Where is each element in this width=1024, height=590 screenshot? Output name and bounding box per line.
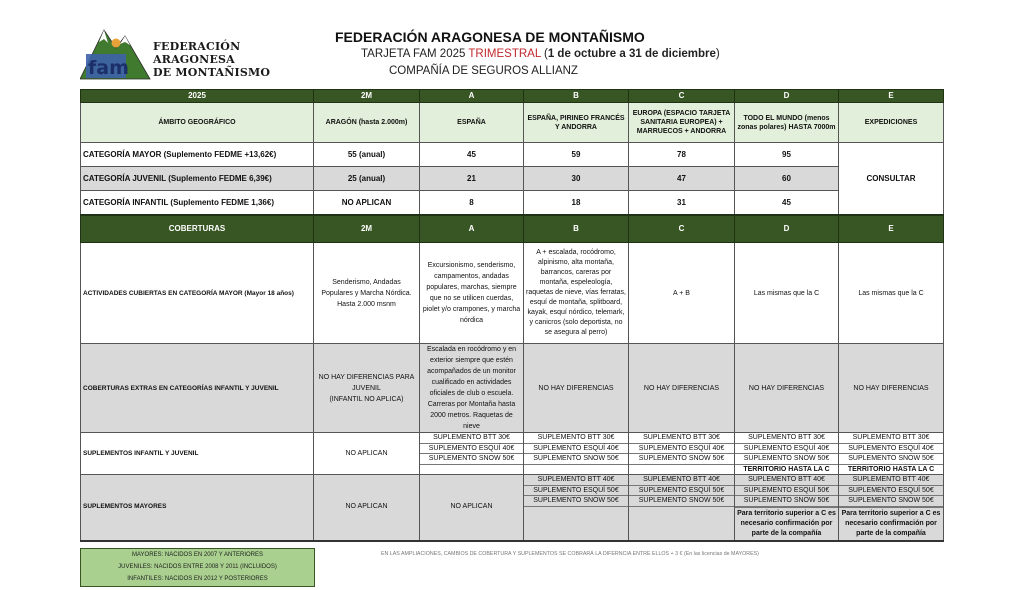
subtitle-highlight: TRIMESTRAL	[468, 48, 541, 60]
coberturas-header-a: A	[420, 215, 524, 243]
coberturas-header-c: C	[629, 215, 735, 243]
supplement-snow: SUPLEMENTO SNOW 50€	[839, 496, 943, 507]
actividades-b: A + escalada, rocódromo, alpinismo, alta montaña, barrancos, careras por montaña, espeleología, raquetas de nieve, vías ferratas, esquí de montaña, splitboard, kayak, esquí nórdico, telemark, y canicros (solo deportista, no se asegura al perro)	[524, 243, 629, 344]
extras-2m-line1: NO HAY DIFERENCIAS PARA JUVENIL	[318, 373, 415, 392]
supplement-snow: SUPLEMENTO SNOW 50€	[524, 496, 628, 507]
price-cell: 60	[735, 167, 839, 191]
table-row	[81, 143, 944, 167]
header-e: E	[839, 90, 944, 103]
pricing-table	[80, 89, 944, 542]
supplement-snow: SUPLEMENTO SNOW 50€	[524, 454, 628, 465]
legend-infantiles: INFANTILES: NACIDOS EN 2012 Y POSTERIORES	[127, 576, 268, 582]
price-cell: 21	[420, 167, 524, 191]
supplement-btt: SUPLEMENTO BTT 30€	[735, 433, 838, 444]
supplement-esqui: SUPLEMENTO ESQUÍ 50€	[524, 486, 628, 497]
extras-2m	[314, 344, 420, 433]
ambito-b: ESPAÑA, PIRINEO FRANCÉS Y ANDORRA	[524, 103, 629, 143]
supplement-btt: SUPLEMENTO BTT 40€	[524, 475, 628, 486]
logo-line-2: ARAGONESA	[153, 53, 235, 66]
price-cell: 47	[629, 167, 735, 191]
supplement-btt: SUPLEMENTO BTT 30€	[524, 433, 628, 444]
extras-e: NO HAY DIFERENCIAS	[839, 344, 944, 433]
actividades-2m: Senderismo, Andadas Populares y Marcha Nórdica. Hasta 2.000 msnm	[314, 243, 420, 344]
suplementos-mayores-row	[81, 475, 944, 541]
price-cell: 30	[524, 167, 629, 191]
supplement-esqui: SUPLEMENTO ESQUÍ 50€	[629, 486, 734, 497]
suplementos-mayores-a: NO APLICAN	[420, 475, 524, 541]
subtitle-paren-close: )	[715, 48, 720, 60]
extras-label: COBERTURAS EXTRAS EN CATEGORÍAS INFANTIL Y JUVENIL	[81, 344, 314, 433]
suplementos-ij-label: SUPLEMENTOS INFANTIL Y JUVENIL	[81, 433, 314, 475]
price-cell: 45	[420, 143, 524, 167]
price-cell: 18	[524, 191, 629, 216]
ambito-label: ÁMBITO GEOGRÁFICO	[81, 103, 314, 143]
header-year: 2025	[81, 90, 314, 103]
suplementos-mayores-2m: NO APLICAN	[314, 475, 420, 541]
supplement-snow: SUPLEMENTO SNOW 50€	[735, 496, 838, 507]
actividades-a: Excursionismo, senderismo, campamentos, andadas populares, marchas, siempre que no se utilicen cuerdas, piolet y/o crampones, y marcha nórdica	[420, 243, 524, 344]
extras-c: NO HAY DIFERENCIAS	[629, 344, 735, 433]
category-mayor-label: CATEGORÍA MAYOR (Suplemento FEDME +13,62€)	[81, 143, 314, 167]
table-row	[81, 167, 944, 191]
header-2m: 2M	[314, 90, 420, 103]
extras-b: NO HAY DIFERENCIAS	[524, 344, 629, 433]
supplement-esqui: SUPLEMENTO ESQUÍ 40€	[524, 444, 628, 455]
actividades-label: ACTIVIDADES CUBIERTAS EN CATEGORÍA MAYOR (Mayor 18 años)	[81, 243, 314, 344]
actividades-e: Las mismas que la C	[839, 243, 944, 344]
supplement-esqui: SUPLEMENTO ESQUÍ 40€	[735, 444, 838, 455]
insurance-company: COMPAÑÍA DE SEGUROS ALLIANZ	[389, 65, 578, 77]
price-cell: 8	[420, 191, 524, 216]
coberturas-header-e: E	[839, 215, 944, 243]
suplementos-ij-2m: NO APLICAN	[314, 433, 420, 475]
coberturas-header-d: D	[735, 215, 839, 243]
suplementos-mayores-c	[629, 475, 735, 541]
ambito-d: TODO EL MUNDO (menos zonas polares) HASTA 7000m	[735, 103, 839, 143]
category-juvenil-label: CATEGORÍA JUVENIL (Suplemento FEDME 6,39€)	[81, 167, 314, 191]
suplementos-mayores-e	[839, 475, 944, 541]
price-cell: 59	[524, 143, 629, 167]
coberturas-header: COBERTURAS	[81, 215, 314, 243]
price-cell: 55 (anual)	[314, 143, 420, 167]
price-cell: 78	[629, 143, 735, 167]
supplement-btt: SUPLEMENTO BTT 30€	[839, 433, 943, 444]
logo-line-3: DE MONTAÑISMO	[153, 66, 271, 79]
price-cell: 31	[629, 191, 735, 216]
supplement-esqui: SUPLEMENTO ESQUÍ 50€	[735, 486, 838, 497]
expediciones-consultar: CONSULTAR	[839, 143, 944, 216]
price-cell: 25 (anual)	[314, 167, 420, 191]
suplementos-ij-c	[629, 433, 735, 475]
supplement-snow: SUPLEMENTO SNOW 50€	[629, 496, 734, 507]
actividades-c: A + B	[629, 243, 735, 344]
suplementos-ij-d	[735, 433, 839, 475]
supplement-snow: SUPLEMENTO SNOW 50€	[629, 454, 734, 465]
actividades-row	[81, 243, 944, 344]
fam-logo	[80, 22, 280, 82]
supplement-snow: SUPLEMENTO SNOW 50€	[420, 454, 523, 465]
supplement-btt: SUPLEMENTO BTT 30€	[629, 433, 734, 444]
ambito-2m: ARAGÓN (hasta 2.000m)	[314, 103, 420, 143]
age-legend	[80, 548, 315, 587]
supplement-esqui: SUPLEMENTO ESQUÍ 40€	[420, 444, 523, 455]
logo-line-1: FEDERACIÓN	[153, 40, 241, 53]
territorio-hasta-c: TERRITORIO HASTA LA C	[847, 465, 935, 473]
subtitle-paren-open: (	[540, 48, 548, 60]
actividades-d: Las mismas que la C	[735, 243, 839, 344]
ambito-e: EXPEDICIONES	[839, 103, 944, 143]
coberturas-header-row	[81, 215, 944, 243]
supplement-btt: SUPLEMENTO BTT 40€	[839, 475, 943, 486]
svg-text:fam: fam	[88, 57, 129, 79]
page-subtitle	[361, 48, 720, 60]
coberturas-extras-row	[81, 344, 944, 433]
header-c: C	[629, 90, 735, 103]
page-title: FEDERACIÓN ARAGONESA DE MONTAÑISMO	[335, 29, 645, 45]
coberturas-header-2m: 2M	[314, 215, 420, 243]
price-cell: 95	[735, 143, 839, 167]
supplement-btt: SUPLEMENTO BTT 30€	[420, 433, 523, 444]
year-header-row	[81, 90, 944, 103]
coberturas-header-b: B	[524, 215, 629, 243]
price-cell: NO APLICAN	[314, 191, 420, 216]
subtitle-prefix: TARJETA FAM 2025	[361, 48, 469, 60]
suplementos-mayores-b	[524, 475, 629, 541]
extras-2m-line2: (INFANTIL NO APLICA)	[329, 395, 404, 403]
supplement-esqui: SUPLEMENTO ESQUÍ 40€	[839, 444, 943, 455]
footnote: EN LAS AMPLIACIONES, CAMBIOS DE COBERTURA Y SUPLEMENTOS SE COBRARÁ LA DIFERNCIA ENTRE ELLOS + 3 € (En las licencias de MAYORES)	[381, 551, 759, 557]
supplement-esqui: SUPLEMENTO ESQUÍ 40€	[629, 444, 734, 455]
header-d: D	[735, 90, 839, 103]
supplement-snow: SUPLEMENTO SNOW 50€	[839, 454, 943, 465]
suplementos-ij-row	[81, 433, 944, 475]
ambito-c: EUROPA (ESPACIO TARJETA SANITARIA EUROPEA) + MARRUECOS + ANDORRA	[629, 103, 735, 143]
header-b: B	[524, 90, 629, 103]
legend-mayores: MAYORES: NACIDOS EN 2007 Y ANTERIORES	[131, 552, 264, 558]
suplementos-ij-b	[524, 433, 629, 475]
suplementos-mayores-label: SUPLEMENTOS MAYORES	[81, 475, 314, 541]
supplement-esqui: SUPLEMENTO ESQUÍ 50€	[839, 486, 943, 497]
subtitle-period: 1 de octubre a 31 de diciembre	[547, 48, 716, 60]
supplement-btt: SUPLEMENTO BTT 40€	[629, 475, 734, 486]
confirmation-note: Para territorio superior a C es necesario confirmación por parte de la compañía	[839, 507, 943, 540]
table-row	[81, 191, 944, 216]
mountain-logo-icon	[80, 22, 152, 80]
category-infantil-label: CATEGORÍA INFANTIL (Suplemento FEDME 1,36€)	[81, 191, 314, 216]
confirmation-note: Para territorio superior a C es necesario confirmación por parte de la compañía	[735, 507, 838, 540]
supplement-snow: SUPLEMENTO SNOW 50€	[735, 454, 838, 465]
ambito-a: ESPAÑA	[420, 103, 524, 143]
legend-juveniles: JUVENILES: NACIDOS ENTRE 2008 Y 2011 (INCLUIDOS)	[118, 564, 277, 570]
suplementos-ij-e	[839, 433, 944, 475]
suplementos-mayores-d	[735, 475, 839, 541]
logo-text	[153, 40, 270, 79]
ambito-row	[81, 103, 944, 143]
extras-a: Escalada en rocódromo y en exterior siempre que estén acompañados de un monitor cualificado en actividades oficiales de club o escuela. Carreras por Montaña hasta 2000 metros. Raquetas de nieve	[420, 344, 524, 433]
territorio-hasta-c: TERRITORIO HASTA LA C	[743, 465, 830, 473]
price-cell: 45	[735, 191, 839, 216]
supplement-btt: SUPLEMENTO BTT 40€	[735, 475, 838, 486]
header-a: A	[420, 90, 524, 103]
extras-d: NO HAY DIFERENCIAS	[735, 344, 839, 433]
suplementos-ij-a	[420, 433, 524, 475]
